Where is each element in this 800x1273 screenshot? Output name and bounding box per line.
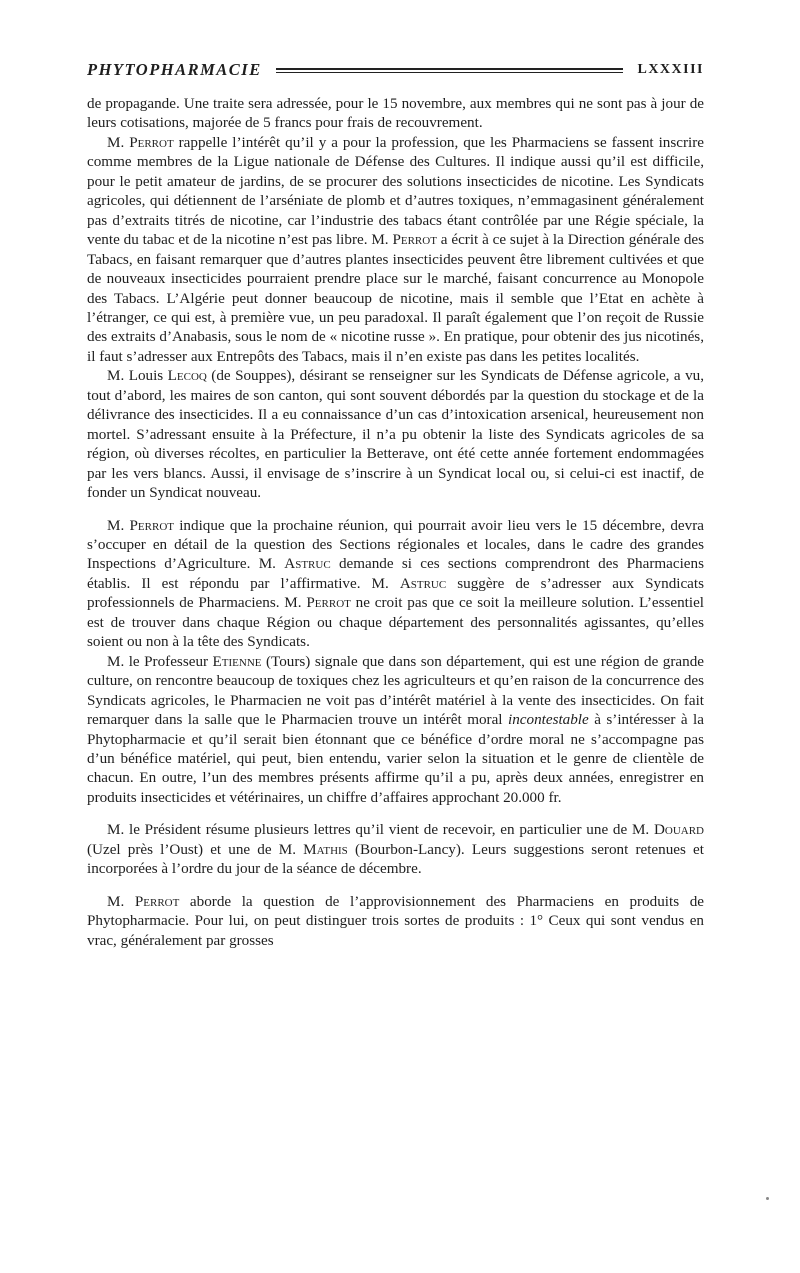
person-name: Perrot [129, 133, 174, 151]
text-run: ne croit pas que ce soit la meilleure solution. L’essentiel est de trouver dans chaque Région ou chaque département des personnalités agissantes, qu’elles soient ou non à la tête des Syndicats. [87, 594, 704, 651]
paragraph [87, 892, 704, 950]
text-run: indique que la prochaine réunion, qui pourrait avoir lieu vers le 15 décembre, devra s’occuper en détail de la question des Sections régionales et locales, dans le cadre des grandes Inspections d’Agriculture. M. [87, 516, 704, 573]
text-run: demande si ces sections comprendront des Pharmaciens établis. Il est répondu par l’affirmative. M. [87, 555, 704, 592]
paragraph [87, 652, 704, 808]
text-run: (de Souppes), désirant se renseigner sur les Syndicats de Défense agricole, a vu, tout d’abord, les maires de son canton, qui sont souvent débordés par la question du stockage et de la délivrance des insecticides. Il a eu connaissance d’un cas d’intoxication arsenical, heureusement non mortel. S’adressant ensuite à la Préfecture, il n’a pu obtenir la liste des Syndicats agricoles de sa région, où diverses récoltes, en particulier la Betterave, ont été cette année fortement endommagées par les vers blancs. Aussi, il envisage de s’inscrire à un Syndicat local ou, si celui-ci est inactif, de fonder un Syndicat nouveau. [87, 367, 704, 502]
person-name: Perrot [392, 231, 437, 249]
text-run: (Tours) signale que dans son département, qui est une région de grande culture, on rencontre beaucoup de toxiques chez les agriculteurs et qu’en raison de la concurrence des Syndicats agricoles, le Pharmacien ne voit pas d’intérêt matériel à la vente des insecticides. On fait remarquer dans la salle que le Pharmacien trouve un intérêt moral [87, 652, 704, 729]
text-run: (Bourbon-Lancy). Leurs suggestions seront retenues et incorporées à l’ordre du jour de la séance de décembre. [87, 840, 704, 878]
person-name: Perrot [306, 594, 351, 612]
text-run: (Uzel près l’Oust) et une de M. [87, 840, 304, 858]
speck-mark [766, 1197, 769, 1200]
text-run: M. [107, 516, 130, 534]
page-number: LXXXIII [637, 62, 704, 77]
person-name: Douard [653, 821, 704, 839]
text-run: M. le Professeur [107, 652, 213, 670]
person-name: Astruc [399, 574, 447, 592]
text-run: M. [107, 133, 130, 151]
text-run: suggère de s’adresser aux Syndicats professionnels de Pharmaciens. M. [87, 574, 705, 612]
paragraph [87, 820, 704, 878]
text-run: M. le Président résume plusieurs lettres qu’il vient de recevoir, en particulier une de M. [107, 821, 654, 839]
running-title: PHYTOPHARMACIE [87, 60, 262, 79]
paragraph [87, 133, 704, 366]
header-rule [276, 68, 624, 73]
text-run: M. Louis [107, 367, 168, 385]
paragraph [87, 366, 704, 502]
text-run: à s’intéresser à la Phytopharmacie et qu’il serait bien étonnant que ce bénéfice d’ordre moral ne s’accompagne pas d’un bénéfice matériel, qui peut, bien entendu, varier selon la situation et le genre de clientèle de chacun. En outre, l’un des membres présents affirme qu’il a pu, après deux années, enregistrer en produits insecticides et vétérinaires, un chiffre d’affaires approchant 20.000 fr. [87, 711, 704, 806]
text-run: a écrit à ce sujet à la Direction générale des Tabacs, en faisant remarquer que d’autres plantes insecticides peuvent être librement cultivées et que de nouveaux insecticides pourraient prendre place sur le marché, faisant concurrence au Monopole des Tabacs. L’Algérie peut donner beaucoup de nicotine, mais il semble que l’Etat en achète à l’étranger, ce qui est, à première vue, un peu paradoxal. Il paraît également que l’on reçoit de Russie des extraits d’Anabasis, sous le nom de « nicotine russe ». En pratique, pour obtenir des jus nicotinés, il faut s’adresser aux Entrepôts des Tabacs, mais il n’en existe pas dans les petites localités. [87, 231, 705, 365]
person-name: Perrot [134, 892, 180, 910]
text-run: aborde la question de l’approvisionnement des Pharmaciens en produits de Phytopharmacie. Pour lui, on peut distinguer trois sortes de produits : 1° Ceux qui sont vendus en vrac, généralement par grosses [87, 892, 704, 949]
person-name: Etienne [212, 652, 262, 670]
text-run: rappelle l’intérêt qu’il y a pour la profession, que les Pharmaciens se fassent inscrire comme membres de la Ligue nationale de Défense des Cultures. Il indique aussi qu’il est difficile, pour le petit amateur de jardins, de se procurer des solutions insecticides de nicotine. Les Syndicats agricoles, qui détiennent de l’arséniate de plomb et d’autres toxiques, n’emmagasinent généralement pas d’extraits titrés de nicotine, car l’industrie des tabacs étant contrôlée par une Régie spéciale, la vente du tabac et de la nicotine n’est pas libre. M. [87, 133, 704, 249]
person-name: Astruc [284, 555, 331, 573]
person-name: Perrot [129, 516, 174, 534]
person-name: Mathis [303, 840, 348, 858]
page-header [87, 56, 704, 84]
text-run: M. [107, 892, 135, 910]
text-run: de propagande. Une traite sera adressée, pour le 15 novembre, aux membres qui ne sont pas à jour de leurs cotisations, majorée de 5 francs pour frais de recouvrement. [87, 95, 704, 132]
emphasis-text: incontestable [508, 711, 589, 729]
body-text [87, 94, 704, 950]
paragraph [87, 94, 704, 133]
paragraph [87, 516, 704, 652]
person-name: Lecoq [167, 367, 207, 385]
